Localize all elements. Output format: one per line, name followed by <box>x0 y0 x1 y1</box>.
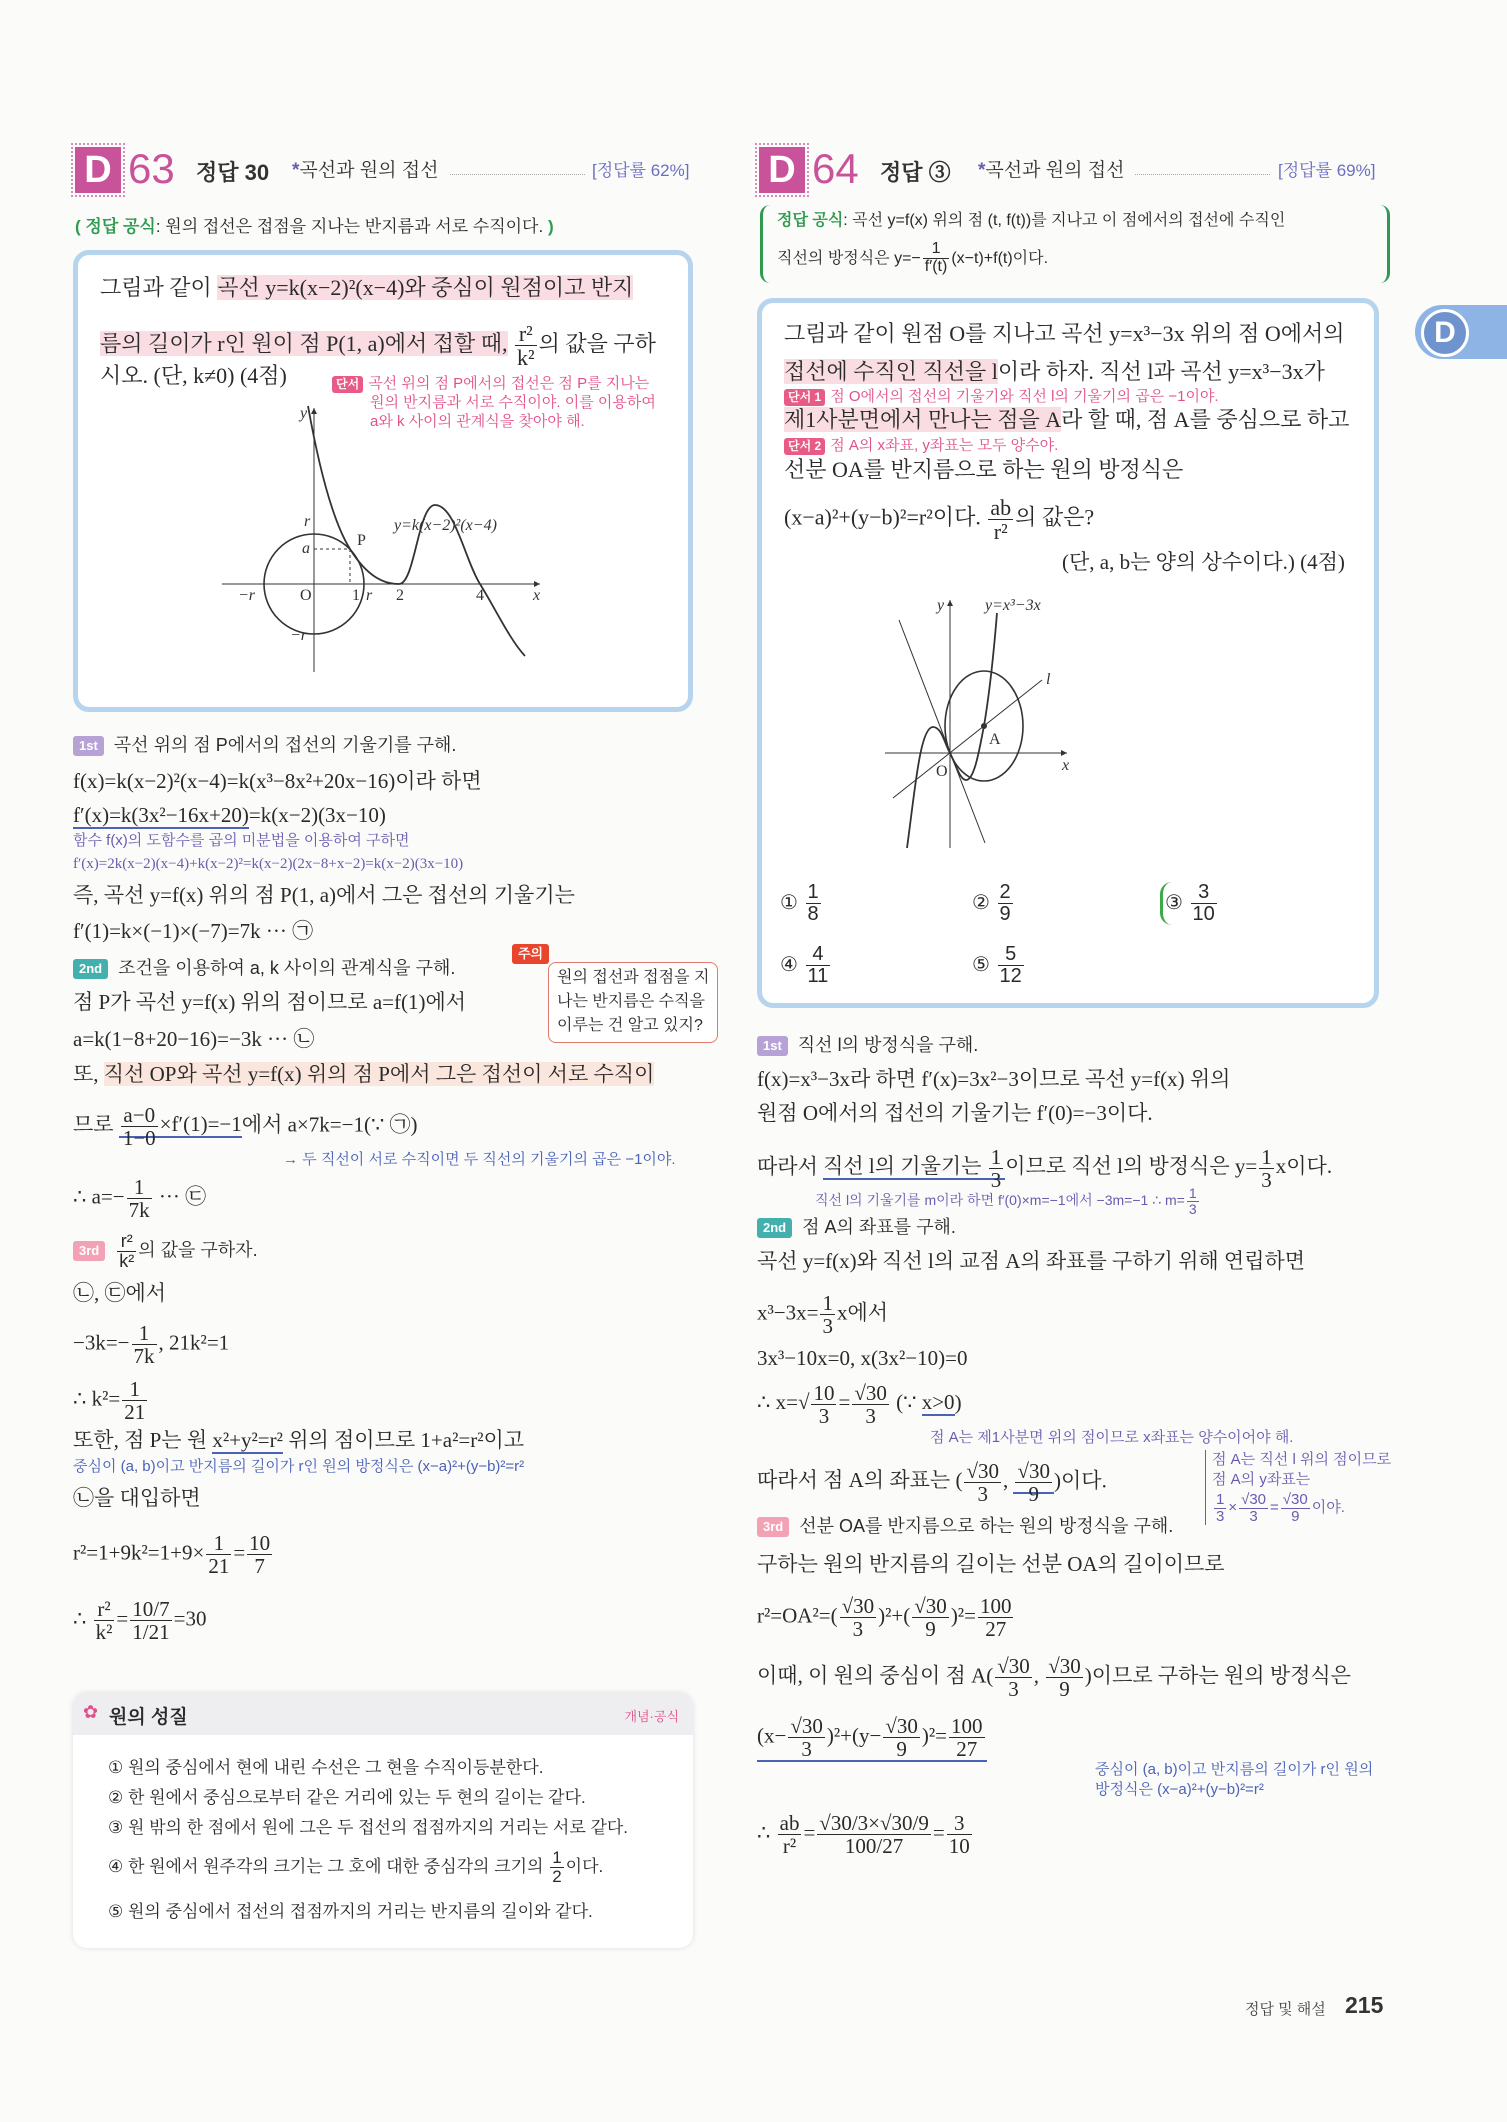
problem-line: (x−a)²+(y−b)²=r²이다. $\frac{ab}{\text{r²}}$ 의 값은? <box>784 495 1095 545</box>
problem-number: 63 <box>128 145 175 192</box>
underlined-text: x²+y²=r² <box>212 1428 283 1452</box>
fraction: $\frac{√30}{3}$ <box>997 1654 1030 1702</box>
fraction: $\frac{2}{9}$ <box>999 881 1011 925</box>
concept-title: 원의 성질 <box>109 1707 188 1728</box>
formula-text: 직선의 방정식은 y=− $\frac{1}{f'(t)}$ (x−t)+f(t)이다. <box>777 240 1049 276</box>
choice-4[interactable]: ④ $\frac{4}{11}$ <box>780 943 829 987</box>
problem-box <box>73 250 693 712</box>
concept-box <box>73 1693 693 1948</box>
label-r-x: r <box>366 587 373 604</box>
hint-1 <box>784 387 1219 406</box>
topic-label <box>978 156 1124 186</box>
concept-item: ③ 원 밖의 한 점에서 원에 그은 두 접선의 접점까지의 거리는 서로 같다. <box>108 1818 629 1837</box>
caution-callout <box>548 962 718 1043</box>
text: =k(x−2)(3x−10) <box>248 803 386 827</box>
solution-line <box>757 1382 962 1427</box>
label-4: 4 <box>476 587 484 604</box>
formula-label: 정답 공식 <box>777 212 844 229</box>
side-tab-letter: D <box>1421 309 1469 357</box>
page-number: 215 <box>1345 1992 1384 2018</box>
leader-dots <box>1135 174 1270 175</box>
fraction: $\frac{√30}{9}$ <box>1048 1654 1081 1702</box>
solution-line <box>73 801 386 829</box>
fraction: $\frac{1}{3}$ <box>1216 1491 1225 1525</box>
fraction: $\frac{√30}{3}$ <box>854 1381 887 1429</box>
topic-label <box>292 156 438 186</box>
concept-item: ② 한 원에서 중심으로부터 같은 거리에 있는 두 현의 길이는 같다. <box>108 1788 586 1807</box>
label-y: y <box>300 405 308 422</box>
solution-line: f(x)=k(x−2)²(x−4)=k(x³−8x²+20x−16)이라 하면 <box>73 769 482 793</box>
solution-line: ∴ $\frac{ab}{\text{r²}}$ = $\frac{√30/3\times√30/9}{100/27}$ = $\frac{3}{10}$ <box>757 1811 970 1859</box>
text: ) <box>954 1390 962 1415</box>
fraction: $\frac{√30}{9}$ <box>1017 1459 1051 1507</box>
fraction: $\frac{1}{3}$ <box>990 1145 1002 1193</box>
step-title: 곡선 위의 점 P에서의 접선의 기울기를 구해. <box>113 735 457 755</box>
solution-line: ㉡, ㉢에서 <box>73 1281 167 1305</box>
note: 직선 l의 기울기를 m이라 하면 f′(0)×m=−1에서 −3m=−1 ∴ m= $\frac{1}{3}$ <box>815 1185 1197 1217</box>
text: 므로 <box>73 1112 119 1137</box>
solution-line <box>757 1146 1332 1191</box>
fraction: $\frac{\text{r²}}{\text{k²}}$ <box>95 1597 113 1645</box>
text: 위의 점이므로 1+a²=r²이고 <box>282 1428 525 1452</box>
note: 중심이 (a, b)이고 반지름의 길이가 r인 원의 방정식은 (x−a)²+(y−b)²=r² <box>73 1458 525 1475</box>
fraction: $\frac{a-0}{1-0}$ <box>122 1103 156 1151</box>
bracket-close: ) <box>547 217 554 236</box>
label-neg-r-y: −r <box>290 627 308 644</box>
underlined-text: 직선 l의 기울기는 $\frac{1}{3}$ <box>823 1154 1005 1180</box>
footer-label: 정답 및 해설 <box>1245 2001 1326 2018</box>
step-3-heading <box>73 1232 258 1271</box>
text: 에서 a×7k=−1(∵ ㉠) <box>241 1112 418 1137</box>
answer-formula <box>760 205 1390 283</box>
fraction: $\frac{1}{7k}$ <box>128 1175 150 1223</box>
label-x: x <box>533 587 541 604</box>
solution-line: 이때, 이 원의 중심이 점 A( $\frac{√30}{3}$ , $\frac{√30}{9}$ )이므로 구하는 원의 방정식은 <box>757 1654 1351 1702</box>
callout-text: 이루는 건 알고 있지? <box>557 1017 703 1034</box>
curve-label: y=k(x−2)²(x−4) <box>394 517 497 534</box>
fraction: $\frac{\text{r²}}{\text{k²}}$ <box>517 321 535 371</box>
fraction: $\frac{√30}{3}$ <box>790 1714 823 1762</box>
step-badge: 2nd <box>73 959 108 979</box>
topic-mark: * <box>292 160 300 181</box>
bracket-open: ( <box>75 217 81 236</box>
highlight-text: 제1사분면에서 만나는 점을 A <box>784 407 1062 432</box>
solution-line: a=k(1−8+20−16)=−3k ··· ㉡ <box>73 1027 315 1051</box>
step-title: $\frac{\text{r²}}{\text{k²}}$ 의 값을 구하자. <box>119 1231 258 1271</box>
fraction: $\frac{√30/3\times√30/9}{100/27}$ <box>819 1811 929 1859</box>
hint-2 <box>784 436 1058 455</box>
step-badge: 1st <box>73 736 104 756</box>
correct-rate: [정답률 62%] <box>592 161 690 180</box>
note-text: 방정식은 (x−a)²+(y−b)²=r² <box>1095 1781 1264 1798</box>
solution-line <box>757 1460 1107 1505</box>
fraction: $\frac{10}{7}$ <box>249 1531 271 1579</box>
leader-dots <box>450 174 585 175</box>
fraction: $\frac{ab}{\text{r²}}$ <box>779 1811 800 1859</box>
choice-3-selected[interactable]: ③ $\frac{3}{10}$ <box>1160 882 1219 925</box>
solution-line: r²=1+9k²=1+9× $\frac{1}{21}$ = $\frac{10}{7}$ <box>73 1531 271 1579</box>
label-origin: O <box>300 587 312 604</box>
label-x: x <box>1062 757 1070 774</box>
chapter-side-tab[interactable] <box>1415 305 1507 359</box>
topic-text: 곡선과 원의 접선 <box>985 160 1125 181</box>
underlined-text: x>0 <box>921 1390 955 1415</box>
label-l: l <box>1046 671 1051 688</box>
concept-item: ① 원의 중심에서 현에 내린 수선은 그 현을 수직이등분한다. <box>108 1758 544 1777</box>
solution-line: 원점 O에서의 접선의 기울기는 f′(0)=−3이다. <box>757 1101 1153 1125</box>
fraction: $\frac{√30}{9}$ <box>885 1714 918 1762</box>
step-title: 조건을 이용하여 a, k 사이의 관계식을 구해. <box>118 958 456 978</box>
curve-label: y=x³−3x <box>985 597 1041 614</box>
step-1-heading <box>73 731 456 759</box>
text: 따라서 점 A의 좌표는 ( $\frac{√30}{3}$ , <box>757 1459 1014 1507</box>
text: 또, <box>73 1062 104 1086</box>
solution-line: 곡선 y=f(x)와 직선 l의 교점 A의 좌표를 구하기 위해 연립하면 <box>757 1249 1306 1273</box>
answer-label: 정답 ③ <box>880 160 951 185</box>
fraction: $\frac{1}{3}$ <box>822 1291 833 1339</box>
label-origin: O <box>936 763 948 780</box>
highlight-text: 곡선 y=k(x−2)²(x−4)와 중심이 원점이고 반지 <box>217 275 634 300</box>
flower-icon: ✿ <box>83 1702 99 1722</box>
problem-line <box>784 406 1349 434</box>
step-badge: 2nd <box>757 1218 792 1238</box>
fraction: $\frac{1}{3}$ <box>1261 1145 1272 1193</box>
step-title: 점 A의 좌표를 구해. <box>802 1217 956 1237</box>
concept-tag: 개념·공식 <box>624 1709 679 1724</box>
solution-line: 3x³−10x=0, x(3x²−10)=0 <box>757 1346 968 1370</box>
fraction: $\frac{1}{21}$ <box>124 1377 146 1425</box>
underlined-text: $\frac{a-0}{1-0}$ ×f′(1)=−1 <box>119 1112 242 1138</box>
fraction: $\frac{√30}{9}$ <box>1282 1491 1308 1525</box>
hint-tag: 단서 2 <box>784 438 825 455</box>
problem-line: 시오. (단, k≠0) (4점) <box>100 363 287 388</box>
fraction: $\frac{1}{2}$ <box>552 1848 562 1886</box>
label-1: 1 <box>352 587 360 604</box>
side-note <box>1205 1450 1391 1525</box>
label-2: 2 <box>396 587 404 604</box>
solution-line: −3k=− $\frac{1}{7k}$ , 21k²=1 <box>73 1321 230 1369</box>
highlight-text: 직선 OP와 곡선 y=f(x) 위의 점 P에서 그은 접선이 서로 수직이 <box>103 1062 655 1086</box>
note <box>1095 1760 1373 1800</box>
hint-text: 곡선 위의 점 P에서의 접선은 점 P를 지나는 <box>368 375 650 392</box>
label-p: P <box>357 532 366 549</box>
highlight-text: 접선에 수직인 직선을 l <box>784 359 998 384</box>
fraction: $\frac{√30}{9}$ <box>914 1594 947 1642</box>
callout-text: 원의 접선과 접점을 지 <box>557 969 710 986</box>
label-r: r <box>304 513 311 530</box>
hint-tag: 단서 1 <box>784 389 825 406</box>
text: 또한, 점 P는 원 <box>73 1428 213 1452</box>
hint-text: a와 k 사이의 관계식을 찾아야 해. <box>370 413 585 430</box>
text: 그림과 같이 <box>100 275 218 300</box>
step-title: 직선 l의 방정식을 구해. <box>797 1035 979 1055</box>
fraction: $\frac{ab}{\text{r²}}$ <box>990 495 1012 545</box>
step-2-heading <box>757 1213 956 1241</box>
solution-line: 즉, 곡선 y=f(x) 위의 점 P(1, a)에서 그은 접선의 기울기는 <box>73 883 575 907</box>
step-2-heading <box>73 954 455 982</box>
solution-line: f′(1)=k×(−1)×(−7)=7k ··· ㉠ <box>73 919 314 943</box>
fraction: $\frac{3}{10}$ <box>948 1811 970 1859</box>
text: 이라 하자. 직선 l과 곡선 y=x³−3x가 <box>997 359 1325 384</box>
step-title: 선분 OA를 반지름으로 하는 원의 방정식을 구해. <box>799 1516 1174 1536</box>
solution-line: ㉡을 대입하면 <box>73 1486 201 1510</box>
hint-text: 점 A의 x좌표, y좌표는 모두 양수야. <box>830 437 1059 454</box>
highlight-text: 름의 길이가 r인 원이 점 P(1, a)에서 접할 때, <box>100 330 508 356</box>
solution-line: ∴ k²= $\frac{1}{21}$ <box>73 1377 146 1425</box>
fraction: $\frac{5}{12}$ <box>999 943 1022 987</box>
formula-label: 정답 공식 <box>85 217 156 236</box>
note: f′(x)=2k(x−2)(x−4)+k(x−2)²=k(x−2)(2x−8+x−2)=k(x−2)(3x−10) <box>73 856 464 872</box>
formula-text: : 원의 접선은 접점을 지나는 반지름과 서로 수직이다. <box>155 217 544 236</box>
text: $\frac{\text{r²}}{\text{k²}}$ 의 값을 구하 <box>517 321 656 371</box>
text: 라 할 때, 점 A를 중심으로 하고 <box>1061 407 1350 432</box>
note: → 두 직선이 서로 수직이면 두 직선의 기울기의 곱은 −1이야. <box>283 1151 676 1168</box>
note: 점 A는 제1사분면 위의 점이므로 x좌표는 양수이어야 해. <box>930 1429 1294 1446</box>
hint-block <box>332 374 656 431</box>
step-badge: 1st <box>757 1036 788 1056</box>
fraction: $\frac{10/7}{1/21}$ <box>132 1597 170 1645</box>
fraction: $\frac{√30}{3}$ <box>966 1459 999 1507</box>
hint-text: 점 O에서의 접선의 기울기와 직선 l의 기울기의 곱은 −1이야. <box>830 388 1219 405</box>
answer-label: 정답 30 <box>196 160 270 185</box>
caution-badge: 주의 <box>512 944 549 964</box>
solution-line: 구하는 원의 반지름의 길이는 선분 OA의 길이이므로 <box>757 1552 1225 1576</box>
answer-formula <box>75 212 554 237</box>
fraction: $\frac{√30}{3}$ <box>841 1594 875 1642</box>
note-text: $\frac{1}{3}$ × $\frac{√30}{3}$ = $\frac{√30}{9}$ 이야. <box>1216 1491 1345 1525</box>
concept-item: ④ 한 원에서 원주각의 크기는 그 호에 대한 중심각의 크기의 $\frac{1}{2}$ 이다. <box>108 1848 604 1886</box>
note-text: 점 A의 y좌표는 <box>1212 1471 1311 1488</box>
fraction: $\frac{4}{11}$ <box>807 943 829 987</box>
step-3-heading <box>757 1512 1173 1540</box>
choice-5[interactable]: ⑤ $\frac{5}{12}$ <box>972 943 1022 987</box>
solution-line: (x− $\frac{√30}{3}$ )²+(y− $\frac{√30}{9}$ )²= $\frac{100}{27}$ <box>757 1715 987 1762</box>
note-text: 점 A는 직선 l 위의 점이므로 <box>1212 1451 1392 1468</box>
solution-line: ∴ $\frac{\text{r²}}{\text{k²}}$ = $\frac{10/7}{1/21}$ =30 <box>73 1597 207 1645</box>
callout-text: 나는 반지름은 수직을 <box>557 993 705 1010</box>
choice-1[interactable]: ① $\frac{1}{8}$ <box>780 881 819 925</box>
fraction: $\frac{100}{27}$ <box>979 1594 1012 1642</box>
label-y: y <box>937 597 945 614</box>
topic-text: 곡선과 원의 접선 <box>299 160 439 181</box>
step-badge: 3rd <box>757 1517 789 1537</box>
problem-line: (단, a, b는 양의 상수이다.) (4점) <box>1062 550 1345 574</box>
solution-line: x³−3x= $\frac{1}{3}$ x에서 <box>757 1291 889 1339</box>
problem-letter-badge: D <box>759 147 805 193</box>
hint-tag: 단서 <box>332 376 363 393</box>
solution-line: ∴ a=− $\frac{1}{7k}$ ··· ㉢ <box>73 1175 207 1223</box>
solution-line: f(x)=x³−3x라 하면 f′(x)=3x²−3이므로 곡선 y=f(x) 위의 <box>757 1067 1231 1091</box>
fraction: $\frac{1}{3}$ <box>1188 1185 1197 1217</box>
problem-line: 그림과 같이 원점 O를 지나고 곡선 y=x³−3x 위의 점 O에서의 <box>784 321 1345 346</box>
problem-letter-badge: D <box>75 147 121 193</box>
note: 함수 f(x)의 도함수를 곱의 미분법을 이용하여 구하면 <box>73 832 410 849</box>
text: 따라서 <box>757 1154 824 1179</box>
problem-line <box>784 358 1325 386</box>
underlined-text: f′(x)=k(3x²−16x+20) <box>73 803 249 827</box>
label-a: a <box>302 540 310 557</box>
fraction: $\frac{3}{10}$ <box>1192 881 1215 925</box>
fraction: $\frac{1}{f'(t)}$ <box>924 240 948 276</box>
text: ∴ x=√ $\frac{10}{3}$ = $\frac{√30}{3}$ (∵ <box>757 1381 922 1429</box>
problem-number: 64 <box>812 145 859 192</box>
text: 이므로 직선 l의 방정식은 y= $\frac{1}{3}$ x이다. <box>1005 1145 1333 1193</box>
problem-line <box>100 274 633 302</box>
fraction: $\frac{1}{8}$ <box>807 881 819 925</box>
fraction: $\frac{10}{3}$ <box>813 1381 835 1429</box>
fraction: $\frac{1}{7k}$ <box>133 1321 155 1369</box>
formula-text: : 곡선 y=f(x) 위의 점 (t, f(t))를 지나고 이 점에서의 접선에 수직인 <box>843 212 1286 229</box>
fraction: $\frac{1}{21}$ <box>208 1531 230 1579</box>
note-text: 중심이 (a, b)이고 반지름의 길이가 r인 원의 <box>1095 1761 1374 1778</box>
step-1-heading <box>757 1031 978 1059</box>
topic-mark: * <box>978 160 986 181</box>
concept-header <box>73 1693 693 1735</box>
correct-rate: [정답률 69%] <box>1278 161 1376 180</box>
solution-line: 점 P가 곡선 y=f(x) 위의 점이므로 a=f(1)에서 <box>73 990 467 1014</box>
solution-line <box>73 1426 524 1454</box>
note-text: 두 직선이 서로 수직이면 두 직선의 기울기의 곱은 −1이야. <box>302 1151 676 1168</box>
concept-item: ⑤ 원의 중심에서 접선의 접점까지의 거리는 반지름의 길이와 같다. <box>108 1902 593 1921</box>
text: )이다. <box>1054 1468 1107 1493</box>
solution-line: r²=OA²=( $\frac{√30}{3}$ )²+( $\frac{√30}{9}$ )²= $\frac{100}{27}$ <box>757 1594 1012 1642</box>
label-a: A <box>989 731 1001 748</box>
label-neg-r: −r <box>238 587 256 604</box>
solution-line <box>73 1104 418 1149</box>
fraction: $\frac{\text{r²}}{\text{k²}}$ <box>119 1231 135 1271</box>
step-badge: 3rd <box>73 1241 105 1261</box>
choice-2[interactable]: ② $\frac{2}{9}$ <box>972 881 1011 925</box>
problem-line: 선분 OA를 반지름으로 하는 원의 방정식은 <box>784 457 1184 482</box>
fraction: $\frac{100}{27}$ <box>951 1714 983 1762</box>
solution-line <box>73 1060 654 1088</box>
underlined-text <box>1013 1459 1054 1507</box>
hint-text: 원의 반지름과 서로 수직이야. 이를 이용하여 <box>370 394 656 411</box>
fraction: $\frac{√30}{3}$ <box>1241 1491 1267 1525</box>
